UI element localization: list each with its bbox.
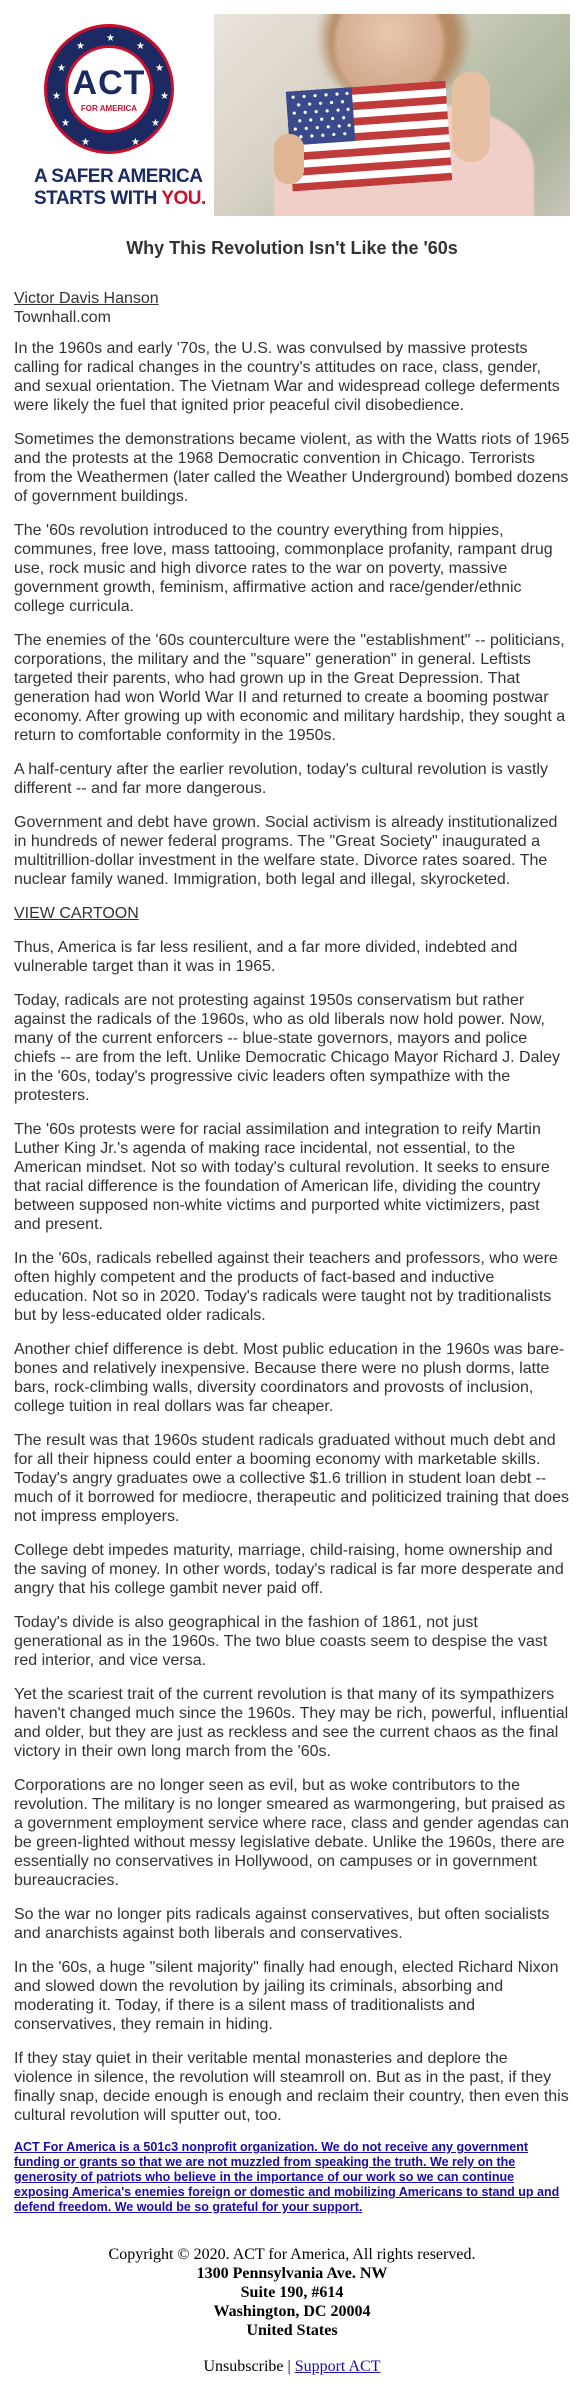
article-body-part1 bbox=[14, 339, 570, 889]
address-line: United States bbox=[246, 2322, 338, 2339]
article-paragraph: If they stay quiet in their veritable mental monasteries and deplore the violence in silence, the revolution will steamroll on. But as in the past, if they finally snap, decide enough is enough and reclaim their country, then even this cultural revolution will sputter out, too. bbox=[14, 2050, 569, 2124]
article-paragraph: In the 1960s and early '70s, the U.S. was convulsed by massive protests calling for radical changes in the country's attitudes on race, class, gender, and sexual orientation. The Vietnam War and widespread college deferments were likely the fuel that ignited prior peaceful civil disobedience. bbox=[14, 340, 560, 414]
article-paragraph: Yet the scariest trait of the current revolution is that many of its sympathizers haven't changed much since the 1960s. They may be rich, powerful, influential and older, but they are just as reckless and see the current chaos as the final victory in their own long march from the '60s. bbox=[14, 1686, 569, 1760]
svg-text:★: ★ bbox=[131, 137, 140, 148]
logo-inner-circle bbox=[65, 45, 153, 133]
article-paragraph: In the '60s, a huge "silent majority" finally had enough, elected Richard Nixon and slowed down the revolution by jailing its criminals, absorbing and moderating it. Today, if there is a silent mass of traditionalists and conservatives, they remain in hiding. bbox=[14, 1959, 559, 2033]
tagline-line2-accent: YOU. bbox=[161, 188, 206, 209]
email-body bbox=[14, 0, 570, 2406]
article-paragraph: Today's divide is also geographical in the fashion of 1861, not just generational as in the 1960s. The two blue coasts seem to despise the vast red interior, and vice versa. bbox=[14, 1614, 548, 1669]
footer bbox=[14, 2245, 570, 2406]
svg-text:★: ★ bbox=[160, 91, 169, 102]
svg-text:★: ★ bbox=[76, 41, 85, 52]
logo-for-america-text: FOR AMERICA bbox=[80, 104, 138, 113]
svg-text:★: ★ bbox=[155, 63, 164, 74]
tagline-line2-prefix: STARTS WITH bbox=[34, 188, 162, 209]
photo-hand-left bbox=[274, 134, 304, 184]
footer-links bbox=[14, 2358, 570, 2406]
address-line: Washington, DC 20004 bbox=[213, 2303, 371, 2320]
author-link[interactable]: Victor Davis Hanson bbox=[14, 290, 159, 307]
header-banner[interactable] bbox=[14, 14, 570, 216]
tagline-line2 bbox=[34, 188, 206, 210]
svg-text:★: ★ bbox=[52, 91, 61, 102]
article-paragraph: Today, radicals are not protesting against 1950s conservatism but rather against the radicals of the 1960s, who as old liberals now hold power. Now, many of the current enforcers -- blue-state governors, mayors and police chiefs -- are from the left. Unlike Democratic Chicago Mayor Richard J. Daley in the '60s, today's progressive civic leaders often sympathize with the protesters. bbox=[14, 992, 560, 1104]
article-paragraph: Government and debt have grown. Social activism is already institutionalized in hundreds of newer federal programs. The "Great Society" inaugurated a multitrillion-dollar investment in the welfare state. Divorce rates soared. The nuclear family waned. Immigration, both legal and illegal, skyrocketed. bbox=[14, 814, 558, 888]
article-title: Why This Revolution Isn't Like the '60s bbox=[126, 238, 458, 258]
address-line: 1300 Pennsylvania Ave. NW bbox=[196, 2265, 388, 2282]
american-flag-icon bbox=[286, 81, 453, 192]
article-paragraph: A half-century after the earlier revolution, today's cultural revolution is vastly different -- and far more dangerous. bbox=[14, 761, 548, 797]
address-line: Suite 190, #614 bbox=[240, 2284, 344, 2301]
donation-notice-link[interactable]: ACT For America is a 501c3 nonprofit organization. We do not receive any government funding or grants so that we are not muzzled from speaking the truth. We rely on the generosity of patriots who believe in the importance of our work so we can continue exposing America's enemies foreign or domestic and mobilizing Americans to stand up and defend freedom. We would be so grateful for your support. bbox=[14, 2140, 560, 2214]
article-paragraph: The '60s protests were for racial assimilation and integration to reify Martin Luther King Jr.'s agenda of making race incidental, not essential, to the American mindset. Not so with today's cultural revolution. It seeks to ensure that racial difference is the foundation of American life, dividing the country between supposed non-white victims and purported white victimizers, past and present. bbox=[14, 1121, 550, 1233]
article-paragraph: Thus, America is far less resilient, and a far more divided, indebted and vulnerable target than it was in 1965. bbox=[14, 939, 518, 975]
view-cartoon-row bbox=[14, 904, 570, 923]
svg-text:★: ★ bbox=[106, 33, 115, 44]
article-paragraph: Sometimes the demonstrations became violent, as with the Watts riots of 1965 and the protests at the 1968 Democratic convention in Chicago. Terrorists from the Weathermen (later called the Weather Underground) bombed dozens of government buildings. bbox=[14, 431, 570, 505]
article-body-part2 bbox=[14, 938, 570, 2125]
svg-text:★: ★ bbox=[61, 118, 70, 129]
article-paragraph: So the war no longer pits radicals against conservatives, but often socialists and anarchists against both liberals and conservatives. bbox=[14, 1906, 550, 1942]
article-paragraph: The result was that 1960s student radicals graduated without much debt and for all their hipness could enter a booming economy with marketable skills. Today's angry graduates owe a collective $1.6 trillion in student loan debt -- much of it borrowed for mediocre, therapeutic and politicized training that does not impress employers. bbox=[14, 1432, 569, 1525]
donation-notice[interactable] bbox=[14, 2140, 570, 2215]
banner-photo-woman-with-flag bbox=[214, 14, 570, 216]
photo-hand-right bbox=[452, 72, 490, 162]
svg-text:★: ★ bbox=[151, 118, 160, 129]
support-act-link[interactable]: Support ACT bbox=[294, 2358, 381, 2375]
copyright-text: Copyright © 2020. ACT for America, All rights reserved. bbox=[108, 2246, 476, 2263]
article-paragraph: The '60s revolution introduced to the country everything from hippies, communes, free love, mass tattooing, commonplace profanity, rampant drug use, rock music and high divorce rates to the war on poverty, massive government growth, feminism, affirmative action and race/gender/ethnic college curricula. bbox=[14, 522, 553, 615]
article-paragraph: College debt impedes maturity, marriage, child-raising, home ownership and the saving of money. In other words, today's radical is far more desperate and angry that his college gambit never paid off. bbox=[14, 1542, 564, 1597]
tagline-line1: A SAFER AMERICA bbox=[34, 166, 203, 187]
svg-text:★: ★ bbox=[81, 137, 90, 148]
footer-separator: | bbox=[287, 2358, 291, 2375]
byline bbox=[14, 289, 570, 327]
view-cartoon-link[interactable]: VIEW CARTOON bbox=[14, 905, 139, 922]
act-for-america-logo bbox=[34, 24, 206, 209]
logo-act-text: ACT bbox=[72, 64, 146, 102]
unsubscribe-link[interactable]: Unsubscribe bbox=[203, 2358, 284, 2375]
article-paragraph: Corporations are no longer seen as evil, but as woke contributors to the revolution. The military is no longer smeared as warmongering, but praised as a government employment service where race, class and gender agendas can be green-lighted without messy legislative debate. Unlike the 1960s, there are essentially no conservatives in Hollywood, on campuses or in government bureaucracies. bbox=[14, 1777, 569, 1889]
logo-ring bbox=[44, 24, 174, 154]
article-paragraph: The enemies of the '60s counterculture were the "establishment" -- politicians, corporations, the military and the "square" generation" in general. Leftists targeted their parents, who had grown up in the Great Depression. That generation had won World War II and returned to create a booming postwar economy. After growing up with economic and military hardship, they sought a return to comfortable conformity in the 1950s. bbox=[14, 632, 566, 744]
source-name: Townhall.com bbox=[14, 309, 111, 326]
article-paragraph: In the '60s, radicals rebelled against their teachers and professors, who were often highly competent and the products of fact-based and inductive education. Not so in 2020. Today's radicals were taught not by traditionalists but by less-educated older radicals. bbox=[14, 1250, 558, 1324]
svg-text:★: ★ bbox=[136, 41, 145, 52]
article-paragraph: Another chief difference is debt. Most public education in the 1960s was bare-bones and relatively inexpensive. Because there were no plush dorms, latte bars, rock-climbing walls, diversity coordinators and provosts of inclusion, college tuition in real dollars was far cheaper. bbox=[14, 1341, 565, 1415]
svg-text:★: ★ bbox=[57, 63, 66, 74]
